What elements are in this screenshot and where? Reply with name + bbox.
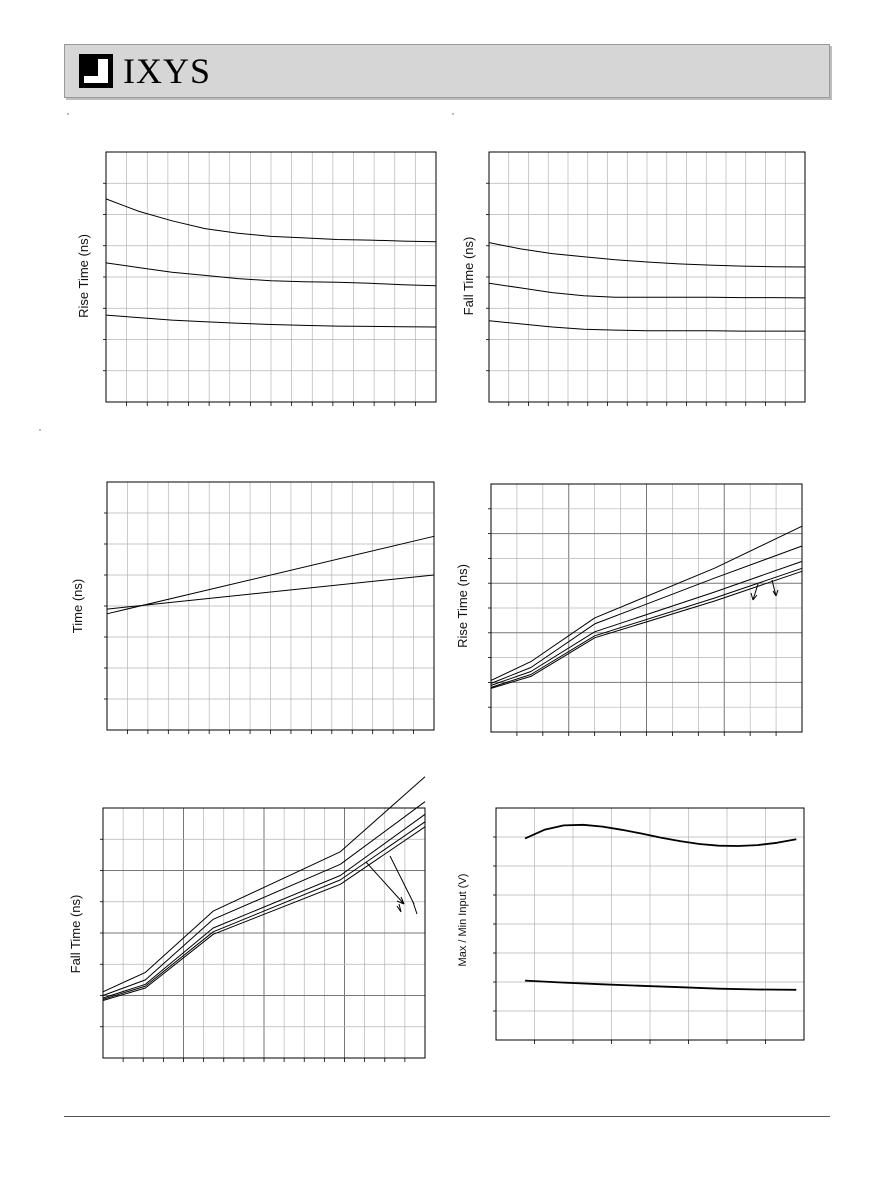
brand-name: IXYS: [123, 51, 212, 91]
max-min-input-chart: [453, 806, 813, 1046]
y-axis-label: Fall Time (ns): [461, 236, 476, 316]
corner-dot: [39, 429, 40, 430]
corner-dot: [452, 113, 453, 114]
time-chart-ylabel: [68, 560, 98, 660]
arrow-markers: [366, 856, 417, 914]
fall-time-chart-top: [453, 146, 813, 410]
ixys-logo-icon: [79, 54, 113, 88]
page-header: [64, 44, 830, 98]
corner-dot: [67, 113, 68, 114]
rise-time-chart-top: [68, 146, 448, 410]
y-axis-label: Time (ns): [70, 578, 85, 634]
footer-rule: [64, 1116, 830, 1117]
rise-time-chart-middle: [453, 482, 813, 734]
y-axis-label: Fall Time (ns): [68, 894, 83, 974]
time-chart-middle: [40, 430, 440, 740]
y-axis-label: Rise Time (ns): [455, 564, 470, 648]
y-axis-label: Max / Min Input (V): [457, 873, 469, 967]
y-axis-label: Rise Time (ns): [76, 234, 91, 318]
series-line-1: [525, 825, 796, 846]
fall-time-chart-bottom: [60, 806, 430, 1062]
